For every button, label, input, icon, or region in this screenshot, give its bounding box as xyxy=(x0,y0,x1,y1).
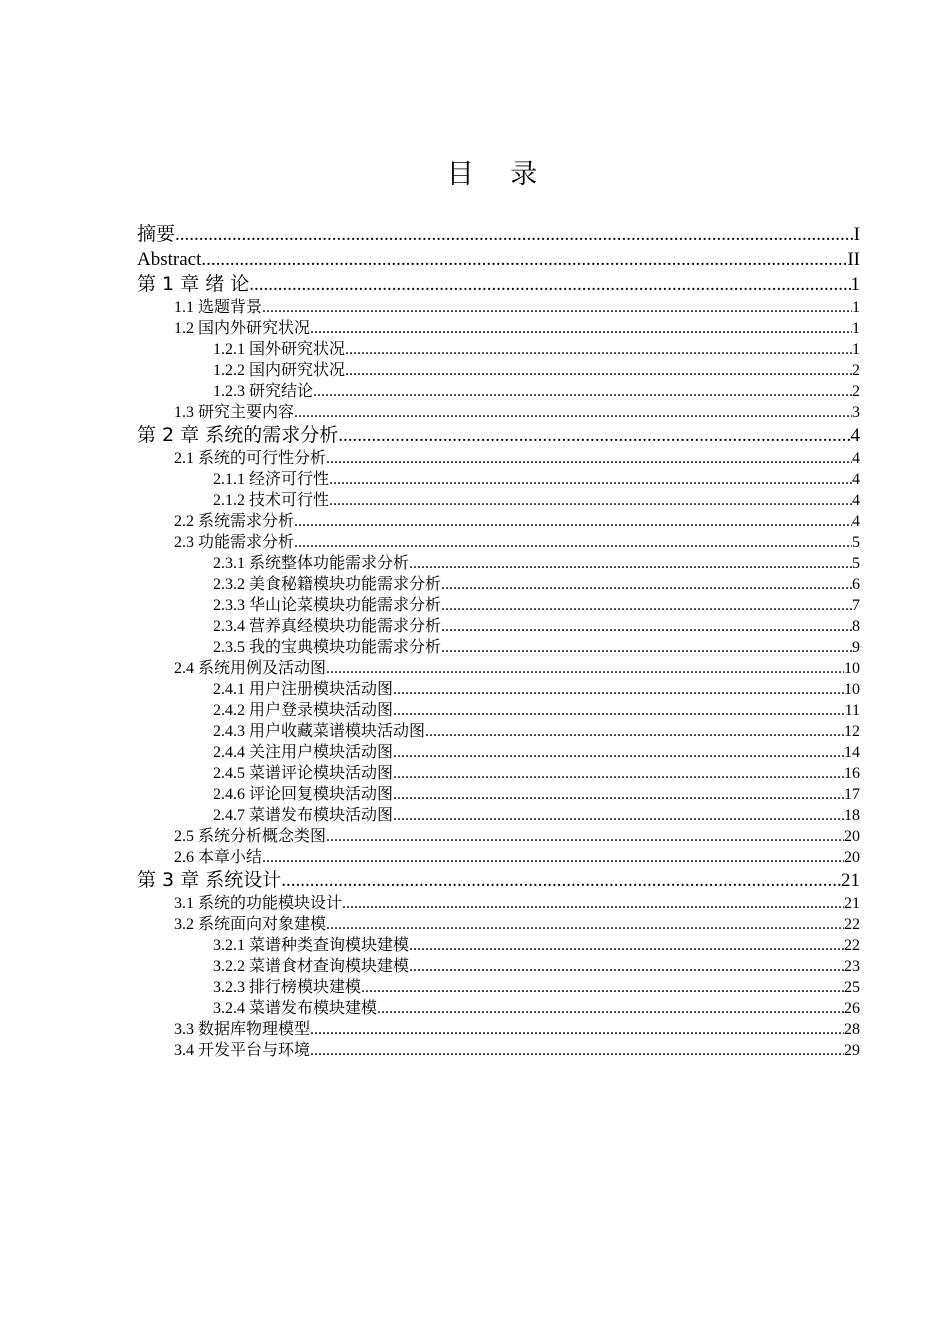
toc-chapter-entry[interactable] xyxy=(137,868,860,893)
toc-dot-leader xyxy=(310,318,852,339)
toc-entry-title: 2.3.5 我的宝典模块功能需求分析 xyxy=(213,639,442,656)
toc-dot-leader xyxy=(441,637,852,658)
toc-page-number: 4 xyxy=(852,492,860,509)
toc-subsection-entry[interactable] xyxy=(137,360,860,381)
toc-subsection-entry[interactable] xyxy=(137,784,860,805)
toc-page-number: 8 xyxy=(852,618,860,635)
toc-entry-title: 3.2 系统面向对象建模 xyxy=(174,916,327,933)
toc-page-number: 25 xyxy=(844,979,860,996)
toc-page-number: 1 xyxy=(852,341,860,358)
toc-dot-leader xyxy=(326,826,844,847)
toc-subsection-entry[interactable] xyxy=(137,700,860,721)
toc-subsection-entry[interactable] xyxy=(137,998,860,1019)
toc-page-number: 16 xyxy=(844,765,860,782)
toc-entry-title: 1.2.2 国内研究状况 xyxy=(213,362,346,379)
toc-dot-leader xyxy=(281,868,841,893)
toc-dot-leader xyxy=(377,998,844,1019)
toc-dot-leader xyxy=(393,763,844,784)
toc-entry-title: Abstract xyxy=(137,249,202,270)
toc-page-number: 3 xyxy=(852,404,860,421)
toc-section-entry[interactable] xyxy=(137,658,860,679)
toc-page-number: 4 xyxy=(850,425,860,446)
toc-dot-leader xyxy=(345,339,852,360)
toc-dot-leader xyxy=(393,784,844,805)
toc-page-number: 1 xyxy=(852,299,860,316)
toc-dot-leader xyxy=(326,914,844,935)
toc-entry-title: 3.3 数据库物理模型 xyxy=(174,1021,311,1038)
toc-dot-leader xyxy=(329,490,852,511)
toc-dot-leader xyxy=(294,511,852,532)
toc-page-number: 5 xyxy=(852,534,860,551)
toc-dot-leader xyxy=(393,805,844,826)
toc-dot-leader xyxy=(441,595,852,616)
toc-section-entry[interactable] xyxy=(137,318,860,339)
toc-subsection-entry[interactable] xyxy=(137,490,860,511)
toc-page-number: 14 xyxy=(844,744,860,761)
toc-page-number: 6 xyxy=(852,576,860,593)
toc-subsection-entry[interactable] xyxy=(137,616,860,637)
toc-entry-title: 2.3 功能需求分析 xyxy=(174,534,295,551)
toc-entry-title: 2.2 系统需求分析 xyxy=(174,513,295,530)
toc-page-number: 21 xyxy=(844,895,860,912)
toc-entry-title: 2.4.3 用户收藏菜谱模块活动图 xyxy=(213,723,426,740)
toc-dot-leader xyxy=(409,935,844,956)
toc-page-number: 4 xyxy=(852,513,860,530)
toc-dot-leader xyxy=(326,448,852,469)
table-of-contents xyxy=(137,222,860,1061)
toc-dot-leader xyxy=(262,297,852,318)
toc-chapter-entry[interactable] xyxy=(137,272,860,297)
toc-chapter-entry[interactable] xyxy=(137,222,860,247)
toc-page-number: 11 xyxy=(844,702,860,719)
toc-dot-leader xyxy=(441,616,852,637)
toc-section-entry[interactable] xyxy=(137,1040,860,1061)
toc-section-entry[interactable] xyxy=(137,511,860,532)
toc-section-entry[interactable] xyxy=(137,297,860,318)
toc-entry-title: 2.1 系统的可行性分析 xyxy=(174,450,327,467)
toc-entry-title: 2.3.1 系统整体功能需求分析 xyxy=(213,555,410,572)
toc-entry-title: 第 2 章 系统的需求分析 xyxy=(137,424,339,446)
toc-entry-title: 2.6 本章小结 xyxy=(174,849,263,866)
toc-entry-title: 2.4.7 菜谱发布模块活动图 xyxy=(213,807,394,824)
toc-page-number: 20 xyxy=(844,828,860,845)
toc-subsection-entry[interactable] xyxy=(137,679,860,700)
toc-dot-leader xyxy=(393,742,844,763)
toc-page-number: 28 xyxy=(844,1021,860,1038)
toc-subsection-entry[interactable] xyxy=(137,637,860,658)
toc-dot-leader xyxy=(441,574,852,595)
toc-page-number: 10 xyxy=(844,660,860,677)
toc-dot-leader xyxy=(201,247,847,272)
toc-section-entry[interactable] xyxy=(137,402,860,423)
toc-page-number: 2 xyxy=(852,362,860,379)
toc-chapter-entry[interactable] xyxy=(137,423,860,448)
toc-section-entry[interactable] xyxy=(137,532,860,553)
toc-page-number: 22 xyxy=(844,916,860,933)
toc-dot-leader xyxy=(361,977,844,998)
toc-dot-leader xyxy=(310,1019,844,1040)
toc-subsection-entry[interactable] xyxy=(137,469,860,490)
toc-entry-title: 3.2.2 菜谱食材查询模块建模 xyxy=(213,958,410,975)
toc-subsection-entry[interactable] xyxy=(137,721,860,742)
toc-dot-leader xyxy=(409,553,852,574)
toc-page-number: 23 xyxy=(844,958,860,975)
toc-entry-title: 3.1 系统的功能模块设计 xyxy=(174,895,343,912)
toc-dot-leader xyxy=(393,679,844,700)
toc-subsection-entry[interactable] xyxy=(137,339,860,360)
toc-subsection-entry[interactable] xyxy=(137,553,860,574)
toc-entry-title: 2.4.1 用户注册模块活动图 xyxy=(213,681,394,698)
toc-entry-title: 2.4.2 用户登录模块活动图 xyxy=(213,702,394,719)
toc-entry-title: 3.2.4 菜谱发布模块建模 xyxy=(213,1000,378,1017)
toc-subsection-entry[interactable] xyxy=(137,763,860,784)
toc-page-number: 9 xyxy=(852,639,860,656)
toc-dot-leader xyxy=(409,956,844,977)
toc-dot-leader xyxy=(249,272,850,297)
toc-entry-title: 第 1 章 绪 论 xyxy=(137,273,250,295)
toc-dot-leader xyxy=(326,658,844,679)
toc-entry-title: 2.4.4 关注用户模块活动图 xyxy=(213,744,394,761)
toc-section-entry[interactable] xyxy=(137,914,860,935)
toc-dot-leader xyxy=(425,721,844,742)
toc-page-number: 10 xyxy=(844,681,860,698)
toc-dot-leader xyxy=(329,469,852,490)
toc-page-number: 7 xyxy=(852,597,860,614)
toc-entry-title: 2.4.6 评论回复模块活动图 xyxy=(213,786,394,803)
toc-subsection-entry[interactable] xyxy=(137,574,860,595)
toc-subsection-entry[interactable] xyxy=(137,977,860,998)
toc-subsection-entry[interactable] xyxy=(137,956,860,977)
toc-dot-leader xyxy=(175,222,854,247)
toc-dot-leader xyxy=(310,1040,844,1061)
toc-section-entry[interactable] xyxy=(137,893,860,914)
toc-entry-title: 2.1.1 经济可行性 xyxy=(213,471,330,488)
toc-entry-title: 3.2.3 排行榜模块建模 xyxy=(213,979,362,996)
toc-page-number: 20 xyxy=(844,849,860,866)
toc-page-number: 2 xyxy=(852,383,860,400)
toc-entry-title: 2.3.4 营养真经模块功能需求分析 xyxy=(213,618,442,635)
toc-entry-title: 3.4 开发平台与环境 xyxy=(174,1042,311,1059)
toc-entry-title: 3.2.1 菜谱种类查询模块建模 xyxy=(213,937,410,954)
toc-dot-leader xyxy=(313,381,852,402)
toc-entry-title: 2.5 系统分析概念类图 xyxy=(174,828,327,845)
toc-entry-title: 1.2 国内外研究状况 xyxy=(174,320,311,337)
toc-entry-title: 1.2.1 国外研究状况 xyxy=(213,341,346,358)
toc-entry-title: 1.2.3 研究结论 xyxy=(213,383,314,400)
toc-chapter-entry[interactable] xyxy=(137,247,860,272)
toc-page-number: 5 xyxy=(852,555,860,572)
toc-page-number: 21 xyxy=(841,870,860,891)
toc-page-number: II xyxy=(847,249,860,270)
toc-subsection-entry[interactable] xyxy=(137,742,860,763)
toc-page-number: 1 xyxy=(850,274,860,295)
toc-entry-title: 2.4 系统用例及活动图 xyxy=(174,660,327,677)
toc-dot-leader xyxy=(338,423,850,448)
toc-dot-leader xyxy=(345,360,852,381)
toc-page-number: 12 xyxy=(844,723,860,740)
toc-entry-title: 1.1 选题背景 xyxy=(174,299,263,316)
toc-entry-title: 1.3 研究主要内容 xyxy=(174,404,295,421)
toc-entry-title: 2.3.3 华山论菜模块功能需求分析 xyxy=(213,597,442,614)
toc-page-number: I xyxy=(853,224,860,245)
toc-page-number: 26 xyxy=(844,1000,860,1017)
toc-page-number: 4 xyxy=(852,471,860,488)
toc-page-number: 4 xyxy=(852,450,860,467)
toc-entry-title: 2.4.5 菜谱评论模块活动图 xyxy=(213,765,394,782)
toc-page-number: 22 xyxy=(844,937,860,954)
toc-subsection-entry[interactable] xyxy=(137,805,860,826)
toc-page-number: 17 xyxy=(844,786,860,803)
toc-entry-title: 摘要 xyxy=(137,223,176,245)
toc-dot-leader xyxy=(294,402,852,423)
toc-dot-leader xyxy=(393,700,845,721)
toc-entry-title: 第 3 章 系统设计 xyxy=(137,869,282,891)
toc-subsection-entry[interactable] xyxy=(137,381,860,402)
toc-subsection-entry[interactable] xyxy=(137,935,860,956)
toc-dot-leader xyxy=(294,532,852,553)
toc-dot-leader xyxy=(342,893,844,914)
toc-dot-leader xyxy=(262,847,844,868)
toc-subsection-entry[interactable] xyxy=(137,595,860,616)
toc-heading: 目 录 xyxy=(446,159,552,190)
toc-page-number: 18 xyxy=(844,807,860,824)
toc-section-entry[interactable] xyxy=(137,448,860,469)
toc-page-number: 1 xyxy=(852,320,860,337)
toc-section-entry[interactable] xyxy=(137,826,860,847)
toc-entry-title: 2.1.2 技术可行性 xyxy=(213,492,330,509)
toc-page-number: 29 xyxy=(844,1042,860,1059)
toc-section-entry[interactable] xyxy=(137,847,860,868)
toc-entry-title: 2.3.2 美食秘籍模块功能需求分析 xyxy=(213,576,442,593)
toc-section-entry[interactable] xyxy=(137,1019,860,1040)
